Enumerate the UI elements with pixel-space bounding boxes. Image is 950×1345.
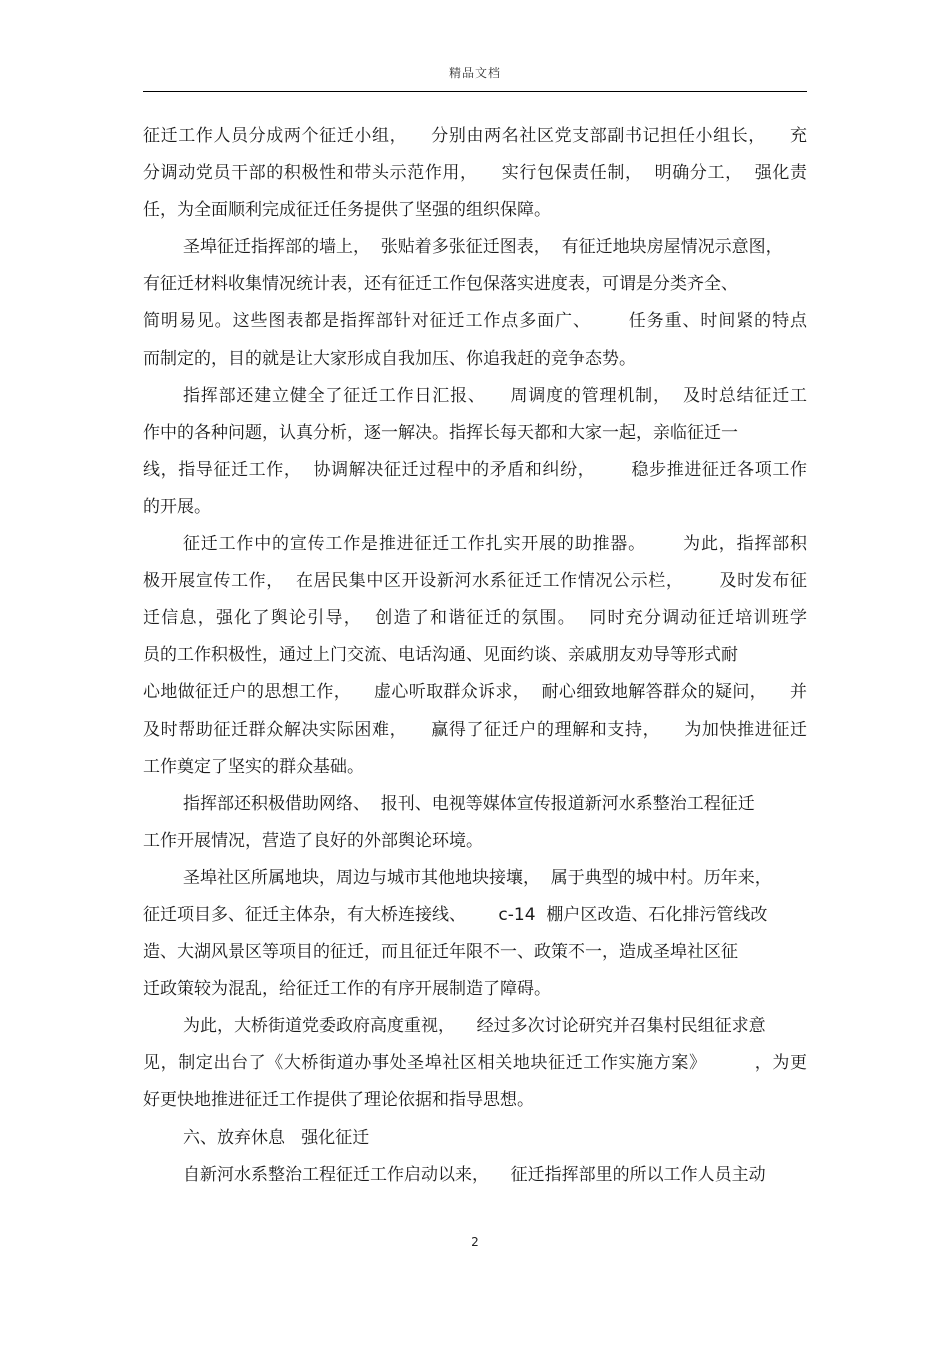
text-line: 指挥部还积极借助网络、 报刊、电视等媒体宣传报道新河水系整治工程征迁 [183, 793, 755, 814]
text-line: 征迁项目多、征迁主体杂，有大桥连接线、 c-14 棚户区改造、石化排污管线改 [143, 904, 768, 925]
text-line: 任，为全面顺利完成征迁任务提供了坚强的组织保障。 [143, 200, 551, 221]
text-line: 见，制定出台了《大桥街道办事处圣埠社区相关地块征迁工作实施方案》 ，为更 [143, 1053, 807, 1074]
text-line: 征迁工作中的宣传工作是推进征迁工作扎实开展的助推器。 为此，指挥部积 [183, 534, 807, 555]
header-divider [143, 91, 807, 92]
text-line: 员的工作积极性，通过上门交流、电话沟通、见面约谈、亲戚朋友劝导等形式耐 [143, 645, 738, 666]
text-line: 极开展宣传工作， 在居民集中区开设新河水系征迁工作情况公示栏， 及时发布征 [143, 571, 807, 592]
text-line: 迁政策较为混乱，给征迁工作的有序开展制造了障碍。 [143, 979, 551, 1000]
text-line: 作中的各种问题，认真分析，逐一解决。指挥长每天都和大家一起，亲临征迁一 [143, 422, 738, 443]
text-line: 造、大湖风景区等项目的征迁，而且征迁年限不一、政策不一，造成圣埠社区征 [143, 942, 738, 963]
text-line: 工作开展情况，营造了良好的外部舆论环境。 [143, 830, 483, 851]
text-line: 而制定的，目的就是让大家形成自我加压、你追我赶的竞争态势。 [143, 348, 636, 369]
text-line: 线，指导征迁工作， 协调解决征迁过程中的矛盾和纠纷， 稳步推进征迁各项工作 [143, 459, 807, 480]
text-line: 心地做征迁户的思想工作， 虚心听取群众诉求， 耐心细致地解答群众的疑问， 并 [143, 682, 807, 703]
section-heading: 六、放弃休息 强化征迁 [183, 1127, 370, 1148]
text-line: 指挥部还建立健全了征迁工作日汇报、 周调度的管理机制， 及时总结征迁工 [183, 385, 807, 406]
text-line: 的开展。 [143, 496, 211, 517]
text-line: 为此，大桥街道党委政府高度重视， 经过多次讨论研究并召集村民组征求意 [183, 1016, 766, 1037]
text-line: 自新河水系整治工程征迁工作启动以来， 征迁指挥部里的所以工作人员主动 [183, 1164, 766, 1185]
page-header: 精品文档 [448, 66, 501, 80]
text-line: 简明易见。这些图表都是指挥部针对征迁工作点多面广、 任务重、时间紧的特点 [143, 311, 807, 332]
text-line: 圣埠社区所属地块，周边与城市其他地块接壤， 属于典型的城中村。历年来， [183, 867, 772, 888]
text-line: 分调动党员干部的积极性和带头示范作用， 实行包保责任制， 明确分工， 强化责 [143, 163, 807, 184]
text-line: 迁信息，强化了舆论引导， 创造了和谐征迁的氛围。 同时充分调动征迁培训班学 [143, 608, 807, 629]
page-number: 2 [471, 1235, 479, 1249]
text-line: 工作奠定了坚实的群众基础。 [143, 756, 364, 777]
text-line: 征迁工作人员分成两个征迁小组， 分别由两名社区党支部副书记担任小组长， 充 [143, 126, 807, 146]
document-body [143, 118, 807, 1194]
text-line: 及时帮助征迁群众解决实际困难， 赢得了征迁户的理解和支持， 为加快推进征迁 [143, 719, 807, 740]
text-line: 有征迁材料收集情况统计表，还有征迁工作包保落实进度表，可谓是分类齐全、 [143, 274, 738, 295]
text-line: 圣埠征迁指挥部的墙上， 张贴着多张征迁图表， 有征迁地块房屋情况示意图， [183, 237, 783, 258]
text-line: 好更快地推进征迁工作提供了理论依据和指导思想。 [143, 1090, 534, 1111]
